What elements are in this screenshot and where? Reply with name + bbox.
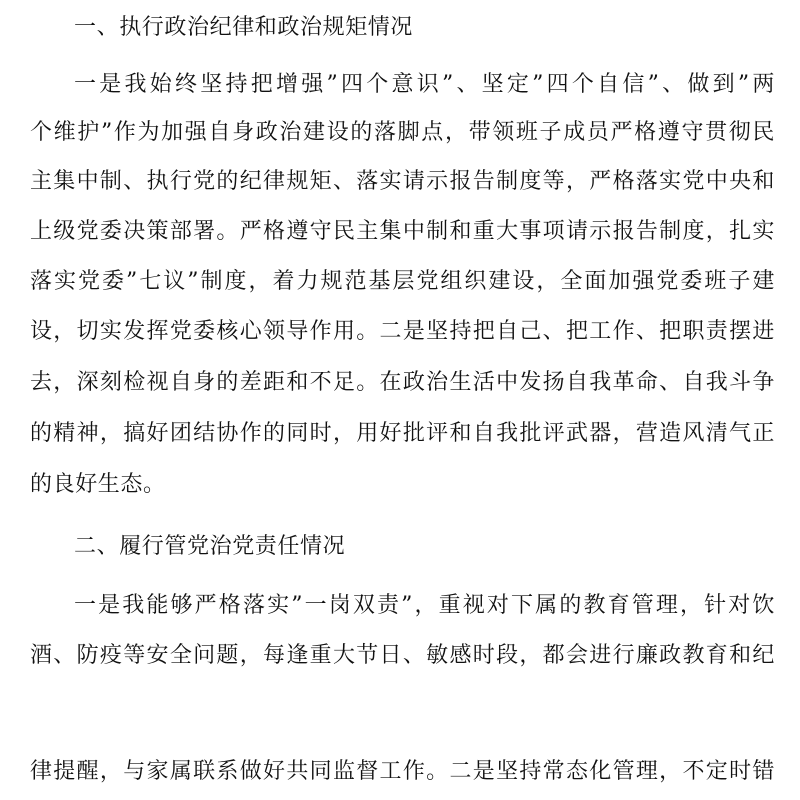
paragraph-line: 一是我能够严格落实”一岗双责”，重视对下属的教育管理，针对饮: [74, 593, 775, 618]
paragraph-line: 的良好生态。: [30, 472, 166, 497]
paragraph-line: 个维护”作为加强自身政治建设的落脚点，带领班子成员严格遵守贯彻民: [30, 120, 775, 145]
paragraph-line: 律提醒，与家属联系做好共同监督工作。二是坚持常态化管理，不定时错: [30, 759, 775, 784]
section-heading-1: 一、执行政治纪律和政治规矩情况: [74, 15, 414, 40]
paragraph-line: 上级党委决策部署。严格遵守民主集中制和重大事项请示报告制度，扎实: [30, 219, 775, 244]
paragraph-line: 主集中制、执行党的纪律规矩、落实请示报告制度等，严格落实党中央和: [30, 169, 775, 194]
paragraph-line: 去，深刻检视自身的差距和不足。在政治生活中发扬自我革命、自我斗争: [30, 370, 775, 395]
paragraph-line: 酒、防疫等安全问题，每逢重大节日、敏感时段，都会进行廉政教育和纪: [30, 643, 775, 668]
paragraph-line: 的精神，搞好团结协作的同时，用好批评和自我批评武器，营造风清气正: [30, 421, 775, 446]
paragraph-line: 设，切实发挥党委核心领导作用。二是坚持把自己、把工作、把职责摆进: [30, 319, 775, 344]
paragraph-line: 落实党委”七议”制度，着力规范基层党组织建设，全面加强党委班子建: [30, 269, 775, 294]
section-heading-2: 二、履行管党治党责任情况: [74, 534, 346, 559]
paragraph-line: 一是我始终坚持把增强”四个意识”、坚定”四个自信”、做到”两: [74, 72, 775, 97]
